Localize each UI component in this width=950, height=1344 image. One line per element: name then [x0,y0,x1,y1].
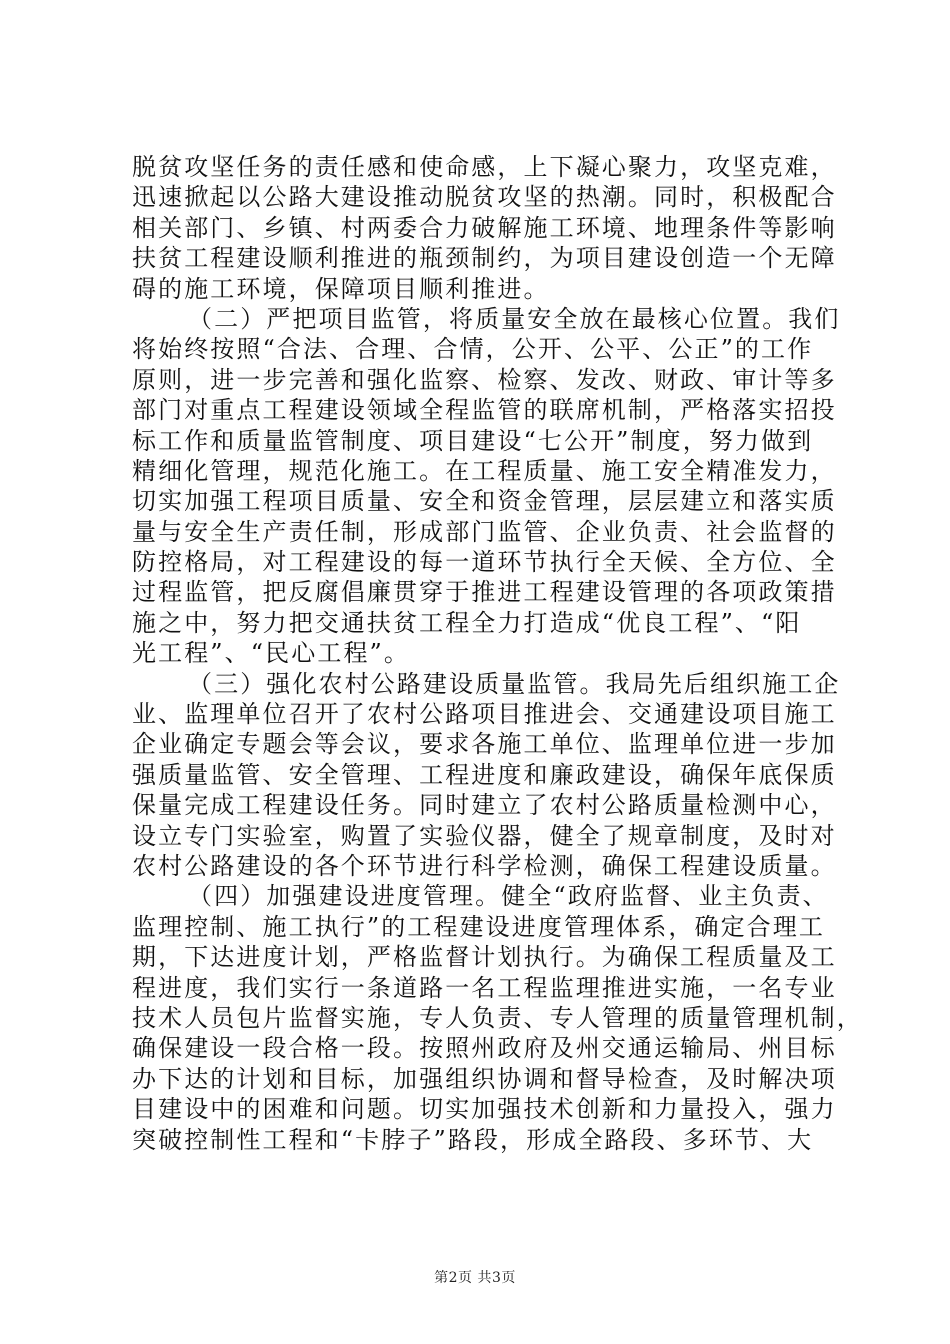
text-line: 量与安全生产责任制，形成部门监管、企业负责、社会监督的 [132,517,837,546]
text-line: 设立专门实验室，购置了实验仪器，健全了规章制度，及时对 [132,821,837,850]
text-line: 脱贫攻坚任务的责任感和使命感，上下凝心聚力，攻坚克难， [132,153,837,181]
text-line: 企业确定专题会等会议，要求各施工单位、监理单位进一步加 [132,730,837,759]
paragraph-start-line: （三）强化农村公路建设质量监管。我局先后组织施工企 [188,669,841,698]
text-line: 技术人员包片监督实施，专人负责、专人管理的质量管理机制， [132,1003,863,1032]
text-line: 将始终按照“合法、合理、合情，公开、公平、公正”的工作 [132,335,814,364]
text-line: 目建设中的困难和问题。切实加强技术创新和力量投入，强力 [132,1095,837,1124]
text-line: 监理控制、施工执行”的工程建设进度管理体系，确定合理工 [132,912,825,941]
text-line: 碍的施工环境，保障项目顺利推进。 [132,274,550,303]
text-line: 精细化管理，规范化施工。在工程质量、施工安全精准发力， [132,456,837,485]
text-line: 切实加强工程项目质量、安全和资金管理，层层建立和落实质 [132,487,837,516]
text-line: 光工程”、“民心工程”。 [132,639,411,668]
text-line: 过程监管，把反腐倡廉贯穿于推进工程建设管理的各项政策措 [132,578,837,607]
text-line: 保量完成工程建设任务。同时建立了农村公路质量检测中心， [132,791,837,820]
text-line: 强质量监管、安全管理、工程进度和廉政建设，确保年底保质 [132,760,837,789]
text-line: 相关部门、乡镇、村两委合力破解施工环境、地理条件等影响 [132,213,837,242]
text-line: 办下达的计划和目标，加强组织协调和督导检查，及时解决项 [132,1064,837,1093]
text-line: 确保建设一段合格一段。按照州政府及州交通运输局、州目标 [132,1034,837,1063]
text-line: 标工作和质量监管制度、项目建设“七公开”制度，努力做到 [132,426,814,455]
text-line: 突破控制性工程和“卡脖子”路段，形成全路段、多环节、大 [132,1125,814,1154]
paragraph-start-line: （二）严把项目监管，将质量安全放在最核心位置。我们 [188,304,841,333]
text-line: 施之中，努力把交通扶贫工程全力打造成“优良工程”、“阳 [132,608,802,637]
text-line: 原则，进一步完善和强化监察、检察、发改、财政、审计等多 [132,365,837,394]
text-line: 期，下达进度计划，严格监督计划执行。为确保工程质量及工 [132,943,837,972]
body-text [132,152,863,1155]
text-line: 部门对重点工程建设领域全程监管的联席机制，严格落实招投 [132,396,837,425]
text-line: 农村公路建设的各个环节进行科学检测，确保工程建设质量。 [132,851,837,880]
text-line: 防控格局，对工程建设的每一道环节执行全天候、全方位、全 [132,548,837,577]
text-line: 扶贫工程建设顺利推进的瓶颈制约，为项目建设创造一个无障 [132,244,837,273]
paragraph-start-line: （四）加强建设进度管理。健全“政府监督、业主负责、 [188,882,829,911]
page-number-footer: 第2页 共3页 [434,1270,516,1286]
text-line: 迅速掀起以公路大建设推动脱贫攻坚的热潮。同时，积极配合 [132,183,837,212]
text-line: 业、监理单位召开了农村公路项目推进会、交通建设项目施工 [132,700,837,729]
text-line: 程进度，我们实行一条道路一名工程监理推进实施，一名专业 [132,973,837,1002]
